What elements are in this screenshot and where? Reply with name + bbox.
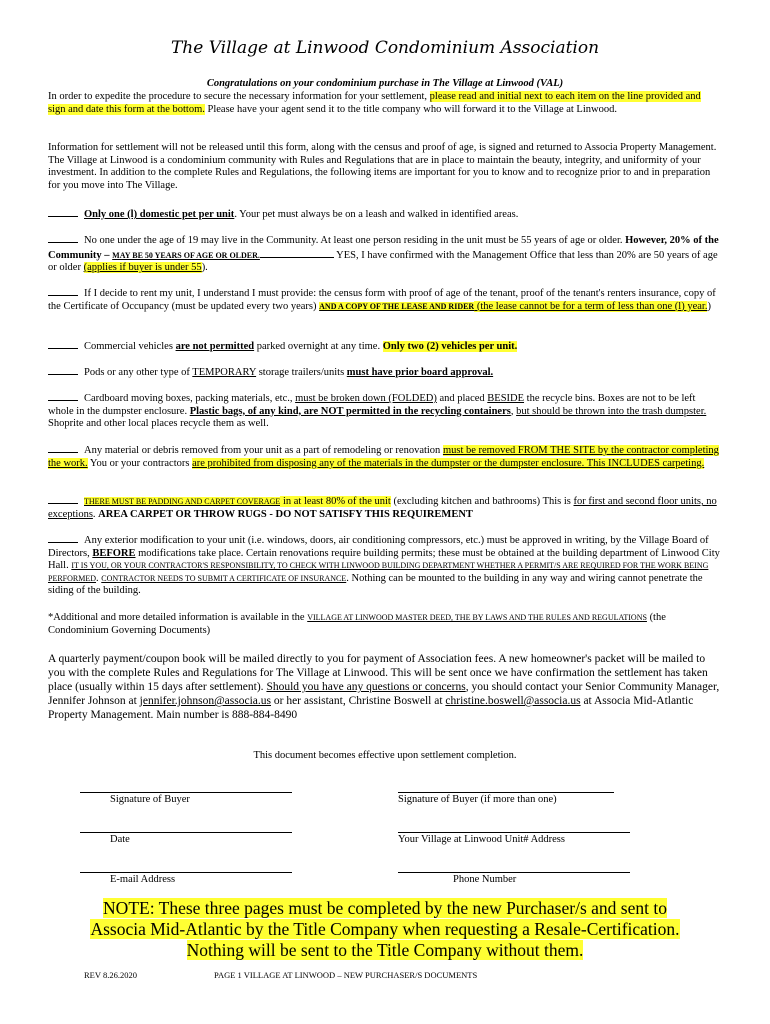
vehicle-rule-mid: parked overnight at any time.: [254, 341, 383, 352]
item-vehicles: [48, 339, 720, 354]
governing-docs: VILLAGE AT LINWOOD MASTER DEED, THE BY LAWS AND THE RULES AND REGULATIONS: [307, 613, 647, 622]
vehicle-rule-bold: are not permitted: [175, 341, 255, 352]
boxes-rule-beside: BESIDE: [487, 393, 525, 404]
item-pet: [48, 207, 720, 222]
age-rule-note: (applies if buyer is under 55: [83, 262, 202, 274]
pods-rule-approval: must have prior board approval.: [346, 367, 494, 378]
item-boxes: [48, 391, 720, 431]
note-box: [40, 898, 730, 961]
effective-statement: This document becomes effective upon settlement completion.: [253, 750, 517, 761]
phone-label: Phone Number: [453, 874, 517, 885]
initial-line[interactable]: [48, 286, 78, 296]
boxes-rule-folded: must be broken down (FOLDED): [295, 393, 437, 404]
rent-rule-term: (the lease cannot be for a term of less than one (l) year.: [474, 300, 708, 312]
exterior-rule-before: BEFORE: [92, 547, 136, 559]
age-rule-caps: MAY BE 50 YEARS OF AGE OR OLDER.: [112, 250, 260, 260]
debris-rule-text: Any material or debris removed from your unit as a part of remodeling or renovation: [84, 445, 443, 456]
age-rule-end: ).: [201, 262, 208, 274]
vehicle-rule-text: Commercial vehicles: [84, 341, 176, 352]
intro-paragraph: [48, 91, 720, 116]
additional-end: (the Condominium Governing Documents): [48, 612, 666, 636]
payment-paragraph: [48, 652, 720, 722]
padding-rule-percent: in at least 80% of the unit: [280, 496, 391, 507]
manager-email[interactable]: jennifer.johnson@associa.us: [139, 695, 271, 707]
phone-line[interactable]: [398, 872, 630, 873]
initial-line[interactable]: [48, 494, 78, 504]
initial-line[interactable]: [48, 443, 78, 453]
note-line-3: Nothing will be sent to the Title Company without them.: [186, 940, 584, 960]
main-number-text: at Associa Mid-Atlantic Property Management. Main number is 888-884-8490: [48, 695, 694, 721]
boxes-rule-text2: the recycle bins. Boxes are not to be left whole in the dumpster enclosure.: [48, 393, 696, 417]
assistant-text: or her assistant, Christine Boswell at: [271, 695, 446, 707]
revision-date: REV 8.26.2020: [84, 970, 137, 980]
item-exterior: [48, 533, 720, 598]
debris-rule-mid: You or your contractors: [87, 457, 193, 469]
vehicle-rule-limit: Only two (2) vehicles per unit.: [382, 341, 518, 352]
exterior-rule-permits: modifications take place. Certain renovations require building permits; these must be obtained at the building department of Linwood City Hall.: [48, 547, 720, 572]
unit-address-label: Your Village at Linwood Unit# Address: [398, 834, 565, 845]
age-rule-bold: However, 20% of the Community –: [48, 235, 719, 261]
item-debris: [48, 443, 720, 470]
page-title: The Village at Linwood Condominium Association: [170, 38, 600, 58]
rent-rule-text: If I decide to rent my unit, I understand I must provide: the census form with proof of age of the tenant, proof of the tenant's renters insurance, copy of the Certificate of Occupancy (must be updated every two years): [48, 288, 716, 312]
debris-rule-removed: must be removed FROM THE SITE by the contractor completing the work.: [48, 445, 719, 469]
initial-line[interactable]: [48, 391, 78, 401]
padding-rule-caps: THERE MUST BE PADDING AND CARPET COVERAGE: [84, 497, 281, 506]
pet-rule-bold: Only one (l) domestic pet per unit: [84, 209, 235, 220]
assistant-email[interactable]: christine.boswell@associa.us: [445, 695, 581, 707]
additional-info: [48, 612, 720, 637]
initial-line[interactable]: [48, 365, 78, 375]
intro-highlight: please read and initial next to each item on the line provided and sign and date this form at the bottom.: [48, 91, 701, 115]
settlement-paragraph: Information for settlement will not be released until this form, along with the census and proof of age, is signed and returned to Associa Property Management. The Village at Linwood is a condominium community with Rules and Regulations that are in place to maintain the beauty, integrity, and uniformity of your investment. In addition to the complete Rules and Regulations, the following items are important for you to know and to recognize prior to and in preparation for you move into The Village.: [48, 142, 717, 191]
email-line[interactable]: [80, 872, 292, 873]
item-rent: [48, 286, 720, 313]
congratulations-heading: Congratulations on your condominium purchase in The Village at Linwood (VAL): [206, 78, 564, 89]
exterior-rule-insurance: CONTRACTOR NEEDS TO SUBMIT A CERTIFICATE OF INSURANCE: [101, 573, 347, 583]
initial-line[interactable]: [48, 207, 78, 217]
padding-rule-text: (excluding kitchen and bathrooms) This is: [390, 496, 574, 507]
debris-rule-prohibited: are prohibited from disposing any of the materials in the dumpster or the dumpster enclosure. This INCLUDES carpeting.: [192, 457, 705, 469]
note-line-2: Associa Mid-Atlantic by the Title Company when requesting a Resale-Certification.: [90, 919, 680, 939]
initial-line[interactable]: [48, 233, 78, 243]
questions-text: Should you have any questions or concerns: [266, 681, 466, 693]
pods-rule-mid: storage trailers/units: [256, 367, 347, 378]
exterior-rule-dot: .: [96, 572, 102, 584]
unit-address-line[interactable]: [398, 832, 630, 833]
initial-line[interactable]: [48, 339, 78, 349]
exterior-rule-text: Any exterior modification to your unit (i.e. windows, doors, air conditioning compressors, etc.) must be approved in writing, by the Village Board of Directors,: [48, 535, 709, 559]
boxes-rule-end: Shoprite and other local places recycle them as well.: [48, 418, 269, 430]
rent-rule-lease: AND A COPY OF THE LEASE AND RIDER: [319, 301, 475, 311]
item-pods: [48, 365, 720, 380]
item-padding: [48, 494, 720, 521]
date-line[interactable]: [80, 832, 292, 833]
pods-rule-text: Pods or any other type of: [84, 367, 193, 378]
exterior-rule-end: . Nothing can be mounted to the building in any way and wiring cannot penetrate the siding of the building.: [48, 572, 703, 597]
boxes-rule-text: Cardboard moving boxes, packing materials, etc.,: [84, 393, 296, 404]
additional-text: *Additional and more detailed information is available in the: [48, 612, 308, 623]
yes-line[interactable]: [260, 248, 334, 258]
boxes-rule-comma: ,: [510, 405, 517, 417]
buyer-signature-line[interactable]: [80, 792, 292, 793]
age-rule-confirm: YES, I have confirmed with the Management Office that less than 20% are 50 years of age or older: [48, 249, 718, 274]
buyer-signature-label: Signature of Buyer: [110, 794, 190, 805]
boxes-rule-trash: but should be thrown into the trash dumpster.: [516, 405, 707, 417]
padding-rule-rugs: AREA CARPET OR THROW RUGS - DO NOT SATISFY THIS REQUIREMENT: [98, 508, 473, 520]
rent-rule-end: ): [707, 300, 711, 312]
buyer2-signature-label: Signature of Buyer (if more than one): [398, 794, 557, 805]
buyer2-signature-line[interactable]: [398, 792, 614, 793]
intro-text: In order to expedite the procedure to secure the necessary information for your settlement,: [48, 91, 430, 102]
padding-rule-floors: for first and second floor units, no exceptions: [48, 496, 717, 520]
initial-line[interactable]: [48, 533, 78, 543]
contact-text: , you should contact your Senior Community Manager, Jennifer Johnson at: [48, 681, 720, 707]
date-label: Date: [110, 834, 130, 845]
boxes-rule-mid: and placed: [436, 393, 488, 404]
exterior-rule-responsibility: IT IS YOU, OR YOUR CONTRACTOR'S RESPONSIBILITY, TO CHECK WITH LINWOOD BUILDING DEPARTMENT WHETHER A PERMIT/S ARE REQUIRED FOR THE WORK BEING PERFORMED: [48, 561, 709, 583]
intro-text-end: Please have your agent send it to the title company who will forward it to the Village at Linwood.: [204, 103, 617, 115]
page-footer: PAGE 1 VILLAGE AT LINWOOD – NEW PURCHASER/S DOCUMENTS: [214, 970, 478, 980]
payment-text: A quarterly payment/coupon book will be mailed directly to you for payment of Association fees. A new homeowner's packet will be mailed to you with the complete Rules and Regulations for The Village at Linwood. This will be sent once we have confirmation the settlement has taken place (usually within 15 days after settlement).: [48, 653, 708, 693]
age-rule-text: No one under the age of 19 may live in the Community. At least one person residing in the unit must be 55 years of age or older.: [84, 235, 626, 246]
padding-rule-dot: .: [92, 508, 99, 520]
note-line-1: NOTE: These three pages must be completed by the new Purchaser/s and sent to: [103, 898, 667, 918]
email-label: E-mail Address: [110, 874, 176, 885]
pet-rule-text: . Your pet must always be on a leash and walked in identified areas.: [234, 209, 519, 220]
pods-rule-temporary: TEMPORARY: [192, 367, 257, 378]
item-age: [48, 233, 720, 275]
boxes-rule-plastic: Plastic bags, of any kind, are NOT permitted in the recycling containers: [189, 405, 511, 417]
